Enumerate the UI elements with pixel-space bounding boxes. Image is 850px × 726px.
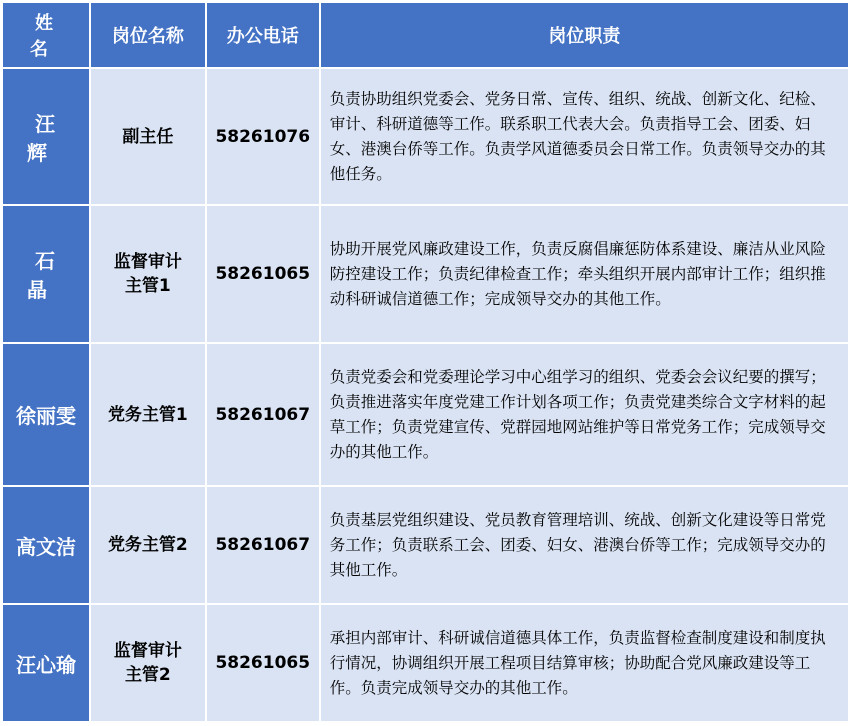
row-name: 石 晶	[2, 205, 90, 343]
header-name: 姓 名	[2, 2, 90, 68]
row-phone: 58261067	[206, 486, 320, 604]
table-row	[2, 604, 849, 722]
row-position: 监督审计 主管2	[90, 604, 206, 722]
table-row	[2, 486, 849, 604]
row-duties: 承担内部审计、科研诚信道德具体工作，负责监督检查制度建设和制度执行情况，协调组织开展工程项目结算审核；协助配合党风廉政建设等工作。负责完成领导交办的其他工作。	[320, 604, 849, 722]
header-phone: 办公电话	[206, 2, 320, 68]
row-name: 汪心瑜	[2, 604, 90, 722]
row-duties: 负责党委会和党委理论学习中心组学习的组织、党委会会议纪要的撰写；负责推进落实年度党建工作计划各项工作；负责党建类综合文字材料的起草工作；负责党建宣传、党群园地网站维护等日常党务工作；完成领导交办的其他工作。	[320, 343, 849, 486]
row-duties: 负责基层党组织建设、党员教育管理培训、统战、创新文化建设等日常党务工作；负责联系工会、团委、妇女、港澳台侨等工作；完成领导交办的其他工作。	[320, 486, 849, 604]
row-position: 监督审计 主管1	[90, 205, 206, 343]
row-name: 徐丽雯	[2, 343, 90, 486]
table-header-row	[2, 2, 849, 68]
row-phone: 58261067	[206, 343, 320, 486]
row-phone: 58261076	[206, 68, 320, 205]
row-name: 高文洁	[2, 486, 90, 604]
row-duties: 负责协助组织党委会、党务日常、宣传、组织、统战、创新文化、纪检、审计、科研道德等工作。联系职工代表大会。负责指导工会、团委、妇女、港澳台侨等工作。负责学风道德委员会日常工作。负责领导交办的其他任务。	[320, 68, 849, 205]
header-position: 岗位名称	[90, 2, 206, 68]
staff-duties-table	[1, 1, 850, 723]
table-row	[2, 205, 849, 343]
row-phone: 58261065	[206, 205, 320, 343]
table-row	[2, 343, 849, 486]
row-position: 党务主管2	[90, 486, 206, 604]
row-position: 副主任	[90, 68, 206, 205]
row-phone: 58261065	[206, 604, 320, 722]
row-name: 汪 辉	[2, 68, 90, 205]
row-duties: 协助开展党风廉政建设工作，负责反腐倡廉惩防体系建设、廉洁从业风险防控建设工作；负责纪律检查工作；牵头组织开展内部审计工作；组织推动科研诚信道德工作；完成领导交办的其他工作。	[320, 205, 849, 343]
header-duties: 岗位职责	[320, 2, 849, 68]
table-row	[2, 68, 849, 205]
row-position: 党务主管1	[90, 343, 206, 486]
